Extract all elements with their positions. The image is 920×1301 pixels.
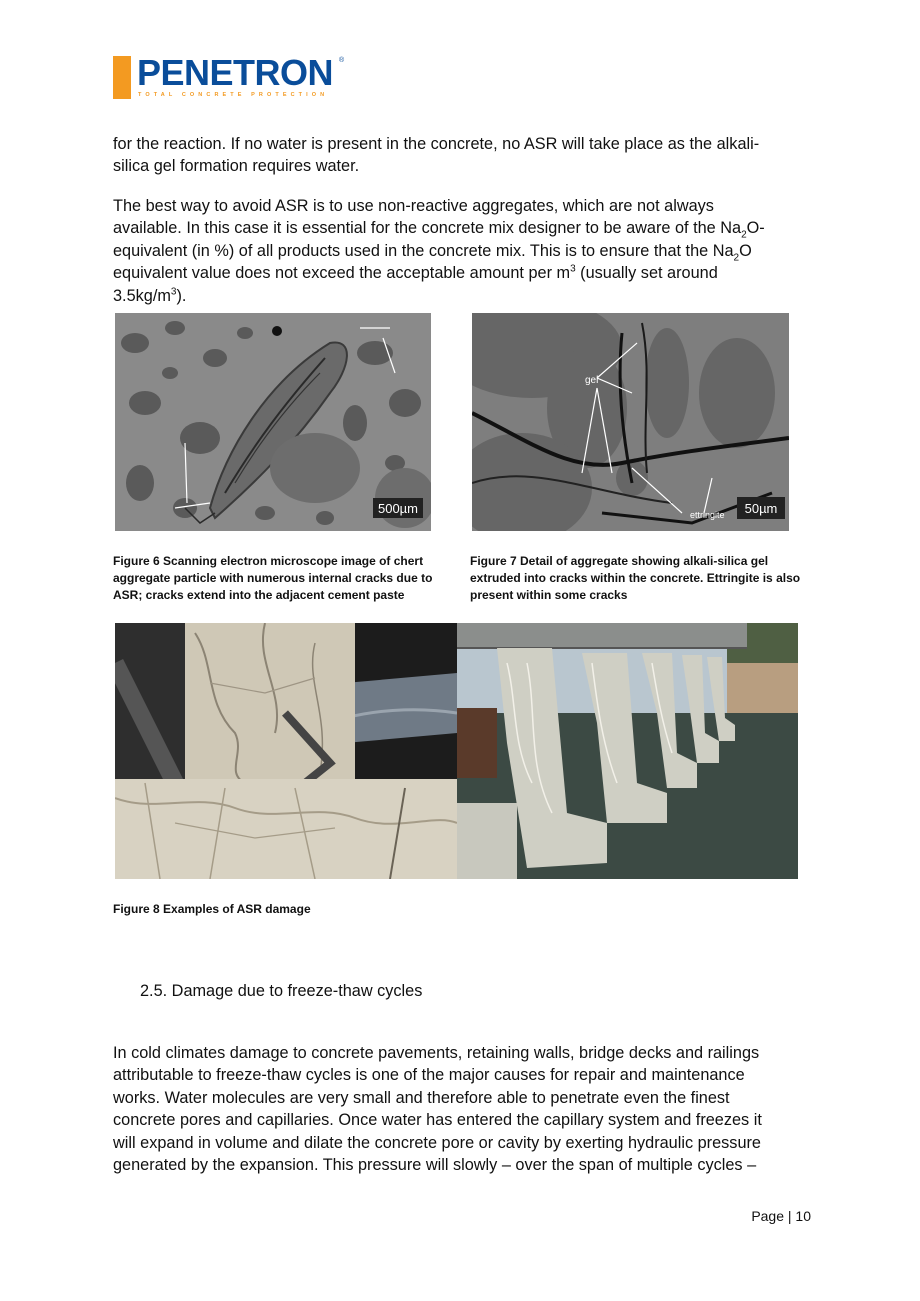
- text-line: equivalent value does not exceed the acceptable amount per m: [113, 264, 571, 283]
- text-line: The best way to avoid ASR is to use non-reactive aggregates, which are not always: [113, 197, 714, 215]
- gel-label: gel: [585, 375, 599, 386]
- caption-line: ASR; cracks extend into the adjacent cement paste: [113, 588, 405, 602]
- figure-8-dam-photo: [457, 623, 798, 879]
- caption-line: Figure 6 Scanning electron microscope image of chert: [113, 554, 424, 568]
- figure-7-sem-image: [472, 313, 789, 531]
- figure-6-sem-image: [115, 313, 431, 531]
- text-line: attributable to freeze-thaw cycles is one of the major causes for repair and maintenance: [113, 1066, 745, 1085]
- text-line: for the reaction. If no water is present in the concrete, no ASR will take place as the alkali-: [113, 135, 760, 153]
- text-line: available. In this case it is essential for the concrete mix designer to be aware of the Na: [113, 219, 742, 238]
- logo-wordmark: PENETRON: [137, 52, 334, 93]
- text-line: 3.5kg/m: [113, 286, 171, 305]
- text-line: ).: [176, 286, 187, 305]
- scale-bar-label: 500µm: [377, 501, 419, 516]
- text-line: equivalent (in %) of all products used in the concrete mix. This is to ensure that the Na: [113, 241, 734, 260]
- caption-line: Figure 7 Detail of aggregate showing alkali-silica gel: [470, 554, 769, 568]
- text-line: O: [739, 241, 752, 260]
- superscript: 3: [570, 263, 576, 275]
- dam-spillway-photo: [457, 623, 798, 879]
- text-line: concrete pores and capillaries. Once water has entered the capillary system and freezes it: [113, 1111, 762, 1130]
- caption-line: aggregate particle with numerous internal cracks due to: [113, 571, 433, 585]
- cracked-pier-photo: [115, 623, 457, 879]
- paragraph-asr-water: [113, 133, 813, 178]
- text-line: In cold climates damage to concrete pavements, retaining walls, bridge decks and railings: [113, 1044, 760, 1062]
- section-heading: 2.5. Damage due to freeze-thaw cycles: [140, 982, 423, 1000]
- subscript: 2: [741, 229, 747, 241]
- figure-7-caption: [470, 553, 800, 604]
- page-number: Page | 10: [751, 1208, 811, 1224]
- figure-8-bridge-photo: [115, 623, 457, 879]
- sem-gel-image: [472, 313, 789, 531]
- text-line: will expand in volume and dilate the concrete pore or cavity by exerting hydraulic pressure: [113, 1133, 761, 1152]
- ettringite-label: ettringite: [690, 510, 725, 520]
- logo-tagline: TOTAL CONCRETE PROTECTION: [138, 92, 329, 98]
- figure-8-caption: Figure 8 Examples of ASR damage: [113, 902, 311, 916]
- text-line: O-: [746, 219, 765, 238]
- scale-bar-label: 50µm: [744, 501, 778, 516]
- text-line: generated by the expansion. This pressure will slowly – over the span of multiple cycles –: [113, 1156, 757, 1175]
- figure-6-caption: [113, 553, 432, 604]
- subscript: 2: [733, 252, 740, 264]
- text-line: works. Water molecules are very small and therefore able to penetrate even the finest: [113, 1088, 730, 1107]
- paragraph-avoid-asr: [113, 195, 813, 307]
- caption-line: extruded into cracks within the concrete. Ettringite is also: [470, 571, 801, 585]
- penetron-logo: [113, 52, 353, 101]
- registered-mark: ®: [339, 57, 345, 64]
- text-line: (usually set around: [575, 264, 718, 283]
- paragraph-freeze-thaw: [113, 1042, 813, 1176]
- logo-orange-bar: [113, 56, 131, 99]
- sem-chert-image: [115, 313, 431, 531]
- caption-line: present within some cracks: [470, 588, 628, 602]
- text-line: silica gel formation requires water.: [113, 157, 360, 176]
- superscript: 3: [170, 286, 177, 298]
